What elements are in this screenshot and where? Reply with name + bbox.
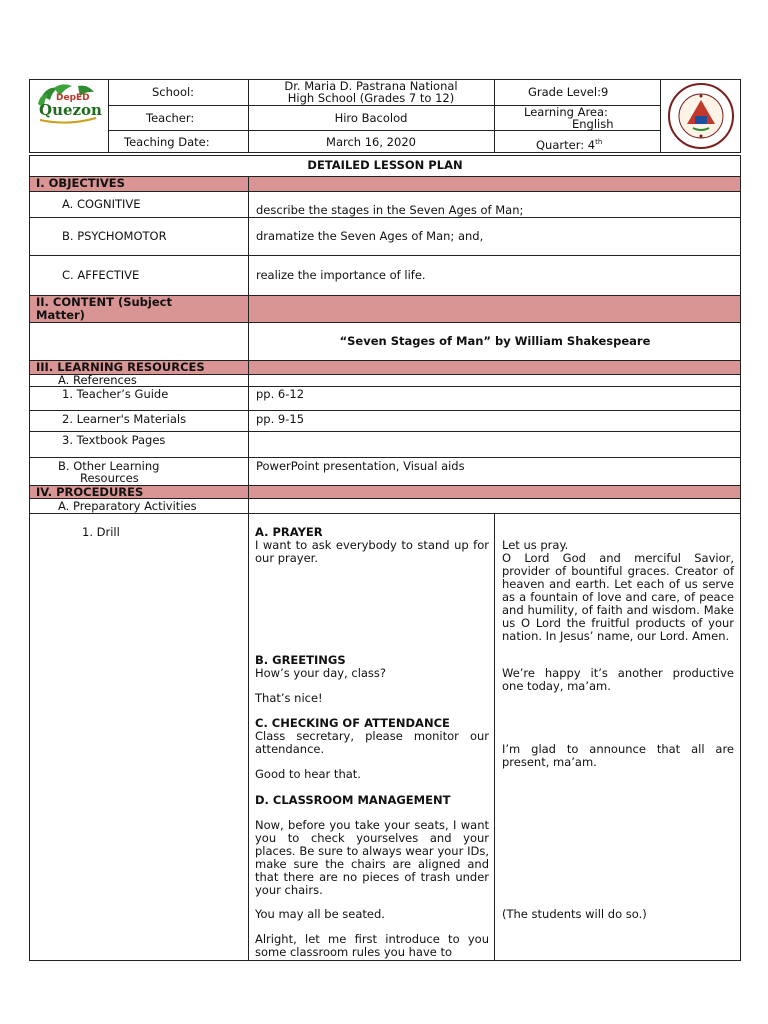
content-heading-line1: II. CONTENT (Subject bbox=[36, 295, 172, 309]
classroom-management-text: Now, before you take your seats, I want you to check yourselves and your places. Be sure to always wear your IDs, make sure the chairs are aligned and that there are no pieces of trash under your chairs. bbox=[255, 818, 489, 897]
psychomotor-text: dramatize the Seven Ages of Man; and, bbox=[256, 229, 484, 243]
resources-heading: III. LEARNING RESOURCES bbox=[36, 360, 205, 374]
attendance-student-text: I’m glad to announce that all are present, ma’am. bbox=[502, 742, 734, 769]
learning-area-label: Learning Area: bbox=[524, 105, 608, 119]
quarter-value: 4 bbox=[587, 137, 596, 152]
prayer-student-text: Let us pray. bbox=[502, 538, 569, 552]
cognitive-label: A. COGNITIVE bbox=[62, 197, 141, 211]
drill-label: 1. Drill bbox=[82, 525, 120, 539]
attendance-teacher-text: Class secretary, please monitor our attendance. bbox=[255, 729, 489, 756]
lesson-plan-title: DETAILED LESSON PLAN bbox=[307, 158, 463, 172]
affective-text: realize the importance of life. bbox=[256, 268, 426, 282]
greetings-heading: B. GREETINGS bbox=[255, 653, 346, 667]
teacher-label: Teacher: bbox=[146, 111, 195, 125]
attendance-reply-text: Good to hear that. bbox=[255, 767, 361, 781]
references-label: A. References bbox=[58, 373, 137, 387]
greetings-student-text: We’re happy it’s another productive one today, ma’am. bbox=[502, 666, 734, 693]
school-label: School: bbox=[152, 85, 195, 99]
svg-text:Quezon: Quezon bbox=[39, 101, 102, 119]
teacher-value: Hiro Bacolod bbox=[334, 111, 408, 125]
quarter-suffix: th bbox=[595, 138, 603, 146]
teaching-date-label: Teaching Date: bbox=[124, 135, 210, 149]
preparatory-activities-label: A. Preparatory Activities bbox=[58, 499, 197, 513]
other-resources-value: PowerPoint presentation, Visual aids bbox=[256, 459, 465, 473]
quarter-label: Quarter: bbox=[536, 137, 585, 152]
psychomotor-label: B. PSYCHOMOTOR bbox=[62, 229, 167, 243]
teachers-guide-label: 1. Teacher’s Guide bbox=[62, 387, 169, 401]
prayer-text: O Lord God and merciful Savior, provider of bountiful graces. Creator of heaven and earth. Let each of us serve as a fountain of love and care, of peace and humility, of faith and wisdom. Make us O Lord the fruitful products of your nation. In Jesus’ name, our Lord. Amen. bbox=[502, 551, 734, 643]
textbook-pages-label: 3. Textbook Pages bbox=[62, 433, 166, 447]
attendance-heading: C. CHECKING OF ATTENDANCE bbox=[255, 716, 450, 730]
teaching-date-value: March 16, 2020 bbox=[326, 135, 416, 149]
deped-quezon-logo bbox=[34, 82, 104, 134]
cognitive-text: describe the stages in the Seven Ages of Man; bbox=[256, 203, 524, 217]
seated-teacher-text: You may all be seated. bbox=[255, 907, 385, 921]
other-resources-label-line2: Resources bbox=[80, 471, 139, 485]
school-value-line1: Dr. Maria D. Pastrana National bbox=[284, 79, 458, 93]
prayer-teacher-text: I want to ask everybody to stand up for our prayer. bbox=[255, 538, 489, 565]
learners-materials-value: pp. 9-15 bbox=[256, 412, 305, 426]
affective-label: C. AFFECTIVE bbox=[62, 268, 140, 282]
grade-level bbox=[528, 86, 608, 99]
teachers-guide-value: pp. 6-12 bbox=[256, 387, 305, 401]
grade-value: 9 bbox=[600, 85, 609, 99]
objectives-heading: I. OBJECTIVES bbox=[36, 176, 125, 190]
svg-text:DepED: DepED bbox=[56, 93, 90, 103]
greetings-reply-text: That’s nice! bbox=[255, 691, 323, 705]
prayer-heading: A. PRAYER bbox=[255, 525, 323, 539]
other-resources-label-line1: B. Other Learning bbox=[58, 459, 160, 473]
learning-area-value: English bbox=[572, 117, 614, 131]
greetings-teacher-text: How’s your day, class? bbox=[255, 666, 387, 680]
seated-student-text: (The students will do so.) bbox=[502, 907, 647, 921]
grade-label: Grade Level: bbox=[528, 85, 601, 99]
classroom-management-heading: D. CLASSROOM MANAGEMENT bbox=[255, 793, 451, 807]
school-value-line2: High School (Grades 7 to 12) bbox=[287, 91, 455, 105]
content-heading-line2: Matter) bbox=[36, 308, 85, 322]
subject-matter: “Seven Stages of Man” by William Shakespeare bbox=[339, 334, 651, 348]
rules-teacher-text: Alright, let me first introduce to you some classroom rules you have to bbox=[255, 933, 489, 959]
quarter bbox=[536, 136, 602, 152]
procedures-heading: IV. PROCEDURES bbox=[36, 485, 144, 499]
school-seal bbox=[665, 82, 737, 150]
learners-materials-label: 2. Learner's Materials bbox=[62, 412, 187, 426]
